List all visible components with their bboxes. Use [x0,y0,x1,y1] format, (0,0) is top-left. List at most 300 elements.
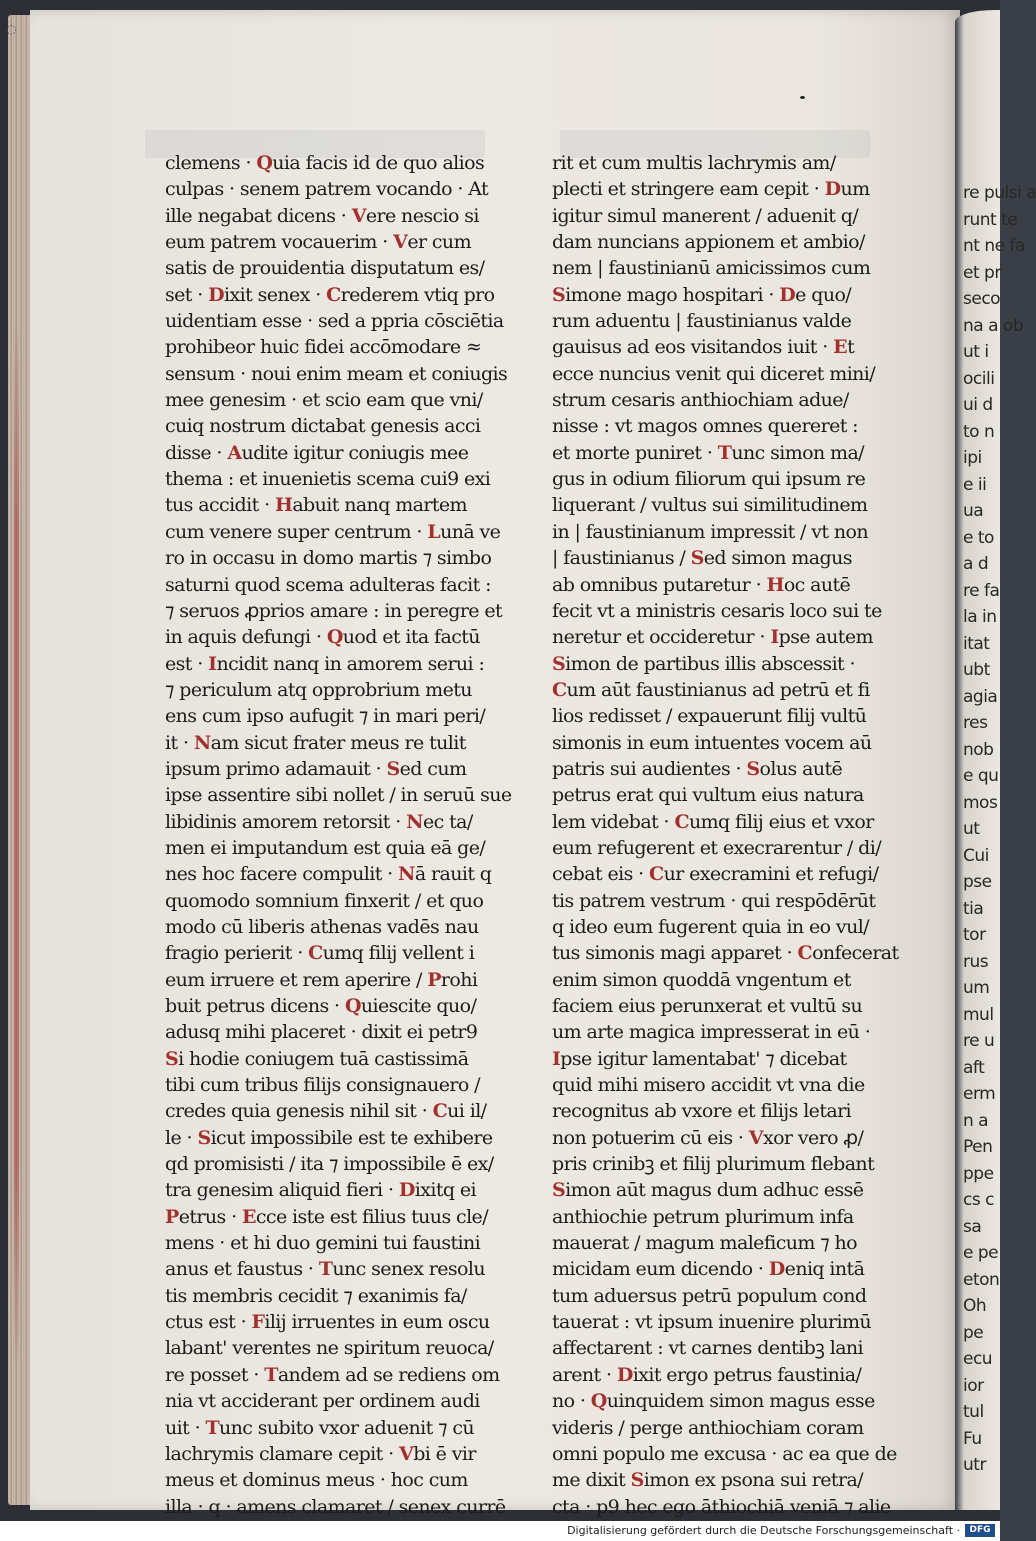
text-segment: mee genesim · et scio eam que vni/ [165,389,483,412]
text-line [165,492,485,518]
text-line [165,1204,488,1230]
text-segment: disse · [165,441,228,464]
text-segment: mens · et hi duo gemini tui faustini [165,1232,481,1255]
text-segment: adusq mihi placeret · dixit ei petr9 [165,1021,478,1044]
rubricated-initial: C [674,810,689,833]
text-segment: lachrymis clamare cepit · [165,1442,400,1465]
text-line [552,466,880,492]
text-line [165,176,489,202]
text-segment: ipse assentire sibi nollet / in seruū sue [165,784,512,807]
rubricated-initial: Q [256,152,273,174]
text-segment: ixitq ei [414,1179,476,1202]
facing-page-line: runt te [963,209,1018,230]
text-segment: uinquidem simon magus esse [606,1390,875,1413]
rubricated-initial: C [552,678,567,701]
facing-page-line: res [963,713,988,733]
ring-icon: ◌ [6,22,17,36]
rubricated-initial: Q [344,995,361,1017]
text-line [165,255,485,281]
text-segment: illa · q · amens clamaret / senex currē [165,1495,506,1518]
text-line [165,1494,506,1520]
text-segment: ipsum primo adamauit · [165,757,387,780]
text-segment: cum venere super centrum · [165,520,428,543]
text-segment: clemens [165,152,241,174]
footer-credit: Digitalisierung gefördert durch die Deutsche Forschungsgemeinschaft · [567,1524,960,1537]
text-line [165,545,492,571]
facing-page-line: ecu [963,1349,993,1369]
text-segment: etrus · [178,1205,242,1228]
rubricated-initial: S [552,283,566,306]
text-segment: rohi [440,968,478,991]
text-segment: ab omnibus putaretur · [552,573,767,596]
text-segment: am sicut frater meus re tulit [210,731,466,754]
text-segment: uit · [165,1416,206,1439]
text-line [165,835,485,861]
facing-page-line: utr [963,1455,986,1475]
text-segment: imone mago hospitari · [565,283,780,306]
text-segment: et morte puniret · [552,441,718,464]
rubricated-initial: C [797,942,813,965]
facing-page [955,10,1036,1510]
text-segment: micidam eum dicendo · [552,1258,769,1281]
text-segment: culpas · senem patrem vocando · At [165,178,489,201]
facing-page-line: ior [963,1375,984,1396]
rubricated-initial: V [748,1126,763,1149]
text-line [165,150,485,176]
rubricated-initial: H [766,573,784,596]
text-segment: mauerat / magum maleficum ⁊ ho [552,1232,858,1255]
text-line [165,1046,485,1072]
text-segment: me dixit [552,1469,631,1492]
facing-page-line: tor [963,925,986,945]
facing-page-line: e pe [963,1243,999,1263]
facing-page-line: um [963,978,990,998]
facing-page-line: Pen [963,1137,993,1157]
text-line [165,940,485,966]
facing-page-line: la in [963,607,997,627]
text-segment: nia vt acciderant per ordinem audi [165,1390,480,1413]
text-line [552,1283,880,1309]
facing-page-line: ua [963,501,984,521]
text-segment: uiescite quo/ [360,995,477,1017]
text-segment: omni populo me excusa · ac ea que de [552,1442,897,1465]
facing-page-line: ipi [963,448,982,468]
text-segment: dam nuncians appionem et ambio/ [552,231,865,254]
text-line [165,466,491,492]
text-segment: plecti et stringere eam cepit · [552,178,825,201]
text-segment: imon de partibus illis abscessit · [565,652,855,675]
text-line [165,1388,485,1414]
text-segment: rederem vtiq pro [340,283,495,306]
text-line [552,1494,891,1520]
text-segment: lios redisset / expauerunt filij vultū [552,705,867,728]
text-segment: credes quia genesis nihil sit · [165,1100,433,1123]
text-line [552,1098,880,1124]
text-segment: affectarent : vt carnes dentibꝫ lani [552,1337,864,1360]
text-segment: modo cū liberis athenas vadēs nau [165,915,479,938]
facing-page-line: n a [963,1110,989,1131]
text-segment: ⁊ periculum atq opprobrium metu [165,678,472,701]
text-line [165,1256,485,1282]
text-segment: cuiq nostrum dictabat genesis acci [165,415,481,438]
rubricated-initial: S [690,547,704,570]
facing-page-line: e ii [963,474,987,495]
text-segment: ilij irruentes in eum oscu [264,1311,490,1334]
text-line [165,730,485,756]
text-segment: ⁊ seruos ꝓprios amare : in peregre et [165,599,503,622]
text-line [165,440,485,466]
text-segment: ctus est · [165,1311,252,1334]
text-column-left [165,150,512,1520]
text-segment: ro in occasu in domo martis ⁊ simbo [165,547,492,570]
rubricated-initial: L [427,520,441,543]
facing-page-line: et pr [963,262,1001,283]
text-segment: fragio perierit · [165,942,309,965]
text-segment: · [240,152,257,174]
rubricated-initial: V [351,204,366,227]
text-segment: igitur simul manerent / aduenit q/ [552,204,859,227]
text-column-right [552,150,899,1520]
facing-page-line: ut [963,819,980,839]
facing-page-line: agia [963,686,998,707]
ink-speck [800,96,805,99]
text-segment: tibi cum tribus filijs consignauero / [165,1074,480,1097]
rubricated-initial: P [427,968,441,991]
rubricated-initial: S [197,1126,211,1149]
text-line [552,1256,880,1282]
text-line [165,1177,485,1203]
text-segment: ec ta/ [422,810,473,833]
text-line [552,334,880,360]
facing-page-line: mos [963,792,998,813]
text-line [165,1415,485,1441]
text-segment: er cum [407,231,471,254]
text-segment: no · [552,1390,591,1413]
facing-page-line: ubt [963,660,990,680]
text-segment: petrus erat qui vultum eius natura [552,784,864,807]
text-segment: ncidit nanq in amorem serui : [216,652,485,675]
text-line [552,1151,880,1177]
rubricated-initial: F [251,1311,265,1334]
text-line [165,1441,485,1467]
facing-page-line: e to [963,527,994,548]
rubricated-initial: A [227,441,242,464]
text-segment: pris crinibꝫ et filij plurimum flebant [552,1153,875,1176]
rubricated-initial: I [770,626,779,649]
facing-page-text [963,180,1036,1475]
text-line [165,1125,493,1151]
text-line [552,730,880,756]
text-segment: olus autē [759,757,843,780]
text-segment: um arte magica impresserat in eū · [552,1021,871,1044]
text-segment: qd promisisti / ita ⁊ impossibile ē ex/ [165,1153,494,1176]
facing-page-line: re fa [963,580,1000,601]
text-segment: ecce nuncius venit qui diceret mini/ [552,362,876,385]
text-segment: ille negabat dicens · [165,204,352,227]
text-segment: cce iste est filius tuus cle/ [255,1205,488,1228]
rubricated-initial: E [833,336,848,359]
text-line [165,677,485,703]
text-line [165,1362,500,1388]
text-segment: satis de prouidentia disputatum es/ [165,257,485,280]
text-segment: uod et ita factū [342,626,480,649]
text-line [165,888,485,914]
text-segment: thema : et inuenietis scema cui9 exi [165,468,491,491]
text-segment: ed simon magus [703,547,852,570]
text-segment: uidentiam esse · sed a ppria cōsciētia [165,310,504,333]
text-segment: sensum · noui enim meam et coniugis [165,362,508,385]
facing-page-line: pe [963,1322,984,1343]
facing-page-line: re pulsi a [963,183,1036,203]
rubricated-initial: D [208,283,225,306]
rubricated-initial: D [779,283,796,306]
text-segment: le · [165,1126,198,1149]
rubricated-initial: C [432,1100,448,1123]
text-segment: ens cum ipso aufugit ⁊ in mari peri/ [165,705,486,728]
rubricated-initial: D [824,178,841,201]
text-line [165,413,485,439]
text-line [552,1467,880,1493]
text-segment: xor vero ꝓ/ [762,1126,864,1149]
rubricated-initial: Q [326,626,343,649]
facing-page-line: to n [963,421,995,442]
rubricated-initial: T [318,1258,333,1281]
text-segment: eum refugerent et execrarentur / di/ [552,836,881,859]
rubricated-initial: S [746,757,760,780]
text-segment: ā rauit q [414,863,492,886]
text-segment: ed cum [399,757,467,780]
text-segment: saturni quod scema adulteras facit : [165,573,491,596]
rubricated-initial: V [393,231,408,254]
text-line [165,1309,490,1335]
text-segment: patris sui audientes · [552,757,747,780]
text-line [165,624,485,650]
text-line [552,203,880,229]
text-line [552,888,880,914]
facing-page-line: Oh [963,1296,987,1316]
text-line [165,1283,485,1309]
text-segment: pse igitur lamentabat' ⁊ dicebat [560,1047,847,1070]
text-line [552,967,880,993]
text-line [165,1467,485,1493]
text-line [165,1072,485,1098]
text-segment: um [840,178,870,201]
dfg-logo: DFG [965,1524,995,1537]
text-line [165,1335,494,1361]
text-segment: rum aduentu | faustinianus valde [552,310,852,333]
text-segment: ur execramini et refugi/ [663,863,879,886]
text-segment: unc senex resolu [332,1258,485,1281]
facing-page-line: erm [963,1084,996,1104]
text-line [552,940,899,966]
text-line [552,1309,880,1335]
text-line [552,835,880,861]
text-segment: ixit ergo petrus faustinia/ [632,1363,862,1386]
text-segment: in | faustinianum impressit / vt non [552,520,869,543]
rubricated-initial: P [165,1205,179,1228]
facing-page-line: tia [963,898,984,919]
text-line [165,1151,494,1177]
text-segment: uia facis id de quo alios [272,152,485,174]
text-segment: buit petrus dicens · [165,995,345,1017]
text-line [165,519,501,545]
text-line [552,1230,880,1256]
text-segment: onfecerat [812,942,899,965]
text-segment: unc simon ma/ [731,441,864,464]
rubricated-initial: H [274,494,293,517]
facing-page-line: seco [963,289,1001,309]
text-line [165,809,485,835]
text-segment: oc autē [783,573,851,596]
text-segment: ui il/ [447,1100,487,1123]
rubricated-initial: D [768,1258,785,1281]
text-segment: icut impossibile est te exhibere [210,1126,493,1149]
text-line [165,861,492,887]
text-segment: fecit vt a ministris cesaris loco sui te [552,599,882,622]
rubricated-initial: S [552,1179,566,1202]
text-segment: quomodo somnium finxerit / et quo [165,889,484,912]
text-segment: videris / perge anthiochiam coram [552,1416,864,1439]
text-line [552,1362,880,1388]
text-line [552,782,880,808]
text-line [552,282,880,308]
text-line [552,993,880,1019]
rubricated-initial: V [399,1442,414,1465]
text-segment: tauerat : vt ipsum inuenire plurimū [552,1311,872,1334]
facing-page-line: ocili [963,368,995,389]
text-line [552,519,880,545]
text-segment: nes hoc facere compulit · [165,863,399,886]
text-line [165,1019,485,1045]
text-segment: recognitus ab vxore et filijs letari [552,1100,852,1123]
facing-page-line: aft [963,1057,985,1078]
text-line [165,993,485,1019]
facing-page-line: Fu [963,1428,982,1449]
text-line [552,1072,880,1098]
text-segment: re posset · [165,1363,265,1386]
text-line [552,308,880,334]
facing-page-line: re u [963,1031,995,1051]
text-segment: udite igitur coniugis mee [241,441,469,464]
text-segment: prohibeor huic fidei accōmodare ≈ [165,336,482,359]
text-line [165,1230,485,1256]
facing-page-line: ppe [963,1163,994,1184]
text-line [552,255,880,281]
text-line [552,1335,880,1361]
text-segment: faciem eius perunxerat et vultū su [552,995,863,1017]
text-line [552,598,880,624]
rubricated-initial: S [165,1047,179,1070]
text-segment: tis membris cecidit ⁊ exanimis fa/ [165,1284,467,1307]
text-segment: tra genesim aliquid fieri · [165,1179,399,1202]
facing-page-line: ui d [963,395,993,415]
text-segment: tus accidit · [165,494,275,517]
text-segment: simonis in eum intuentes vocem aū [552,731,872,754]
text-segment: cta · p9 hec ego āthiochiā veniā ⁊ alie [552,1495,891,1518]
rubricated-initial: C [649,863,664,886]
text-segment: eum patrem vocauerim · [165,231,394,254]
text-segment: meus et dominus meus · hoc cum [165,1469,468,1492]
text-segment: bi ē vir [413,1442,476,1465]
facing-page-line: e qu [963,766,999,786]
text-segment: umq filij eius et vxor [688,810,874,833]
rubricated-initial: S [552,652,566,675]
rubricated-initial: I [552,1047,561,1070]
rubricated-initial: N [193,731,211,754]
text-line [552,651,880,677]
text-segment: men ei imputandum est quia eā ge/ [165,836,486,859]
text-line [165,334,485,360]
text-line [165,967,485,993]
text-line [165,282,495,308]
facing-page-line: tul [963,1402,984,1422]
text-segment: lem videbat · [552,810,675,833]
text-segment: set · [165,283,209,306]
text-line [552,150,880,176]
rubricated-initial: D [616,1363,633,1386]
rubricated-initial: Q [590,1390,607,1413]
footer-bar [0,1521,1000,1541]
text-line [165,914,485,940]
text-line [552,703,880,729]
text-line [552,440,880,466]
text-line [552,1046,880,1072]
text-segment: enim simon quoddā vngentum et [552,968,851,991]
text-segment: abuit nanq martem [292,494,467,517]
text-line [552,809,880,835]
rubricated-initial: I [208,652,217,675]
rubricated-initial: E [241,1205,256,1228]
text-segment: tus simonis magi apparet · [552,942,798,965]
facing-page-line: nob [963,739,994,760]
facing-page-line: rus [963,951,989,972]
text-line [165,361,508,387]
text-line [552,1177,880,1203]
text-segment: imon aūt magus dum adhuc essē [565,1179,864,1202]
facing-page-line: Cui [963,845,989,866]
facing-page-line: pse [963,872,992,892]
facing-page-line: itat [963,633,990,654]
text-line [552,361,880,387]
facing-page-line: nt ne fa [963,236,1025,256]
text-line [552,756,880,782]
text-line [165,308,504,334]
text-line [552,572,880,598]
rubricated-initial: T [717,441,732,464]
text-line [552,1388,880,1414]
rubricated-initial: N [406,810,423,833]
text-segment: gus in odium filiorum qui ipsum re [552,468,866,491]
text-line [165,1098,485,1124]
text-segment: eum irruere et rem aperire / [165,968,428,991]
text-segment: libidinis amorem retorsit · [165,810,407,833]
text-segment: unā ve [440,520,501,543]
text-segment: q ideo eum fugerent quia in eo vul/ [552,915,869,938]
text-segment: ixit senex · [224,283,327,306]
text-segment: it · [165,731,194,754]
rubricated-initial: D [398,1179,415,1202]
text-segment: nem | faustinianū amicissimos cum [552,257,871,280]
text-line [552,176,880,202]
rubricated-initial: S [630,1469,644,1492]
text-line [552,1204,880,1230]
text-line [552,492,880,518]
text-segment: umq filij vellent i [322,942,475,965]
text-line [165,387,485,413]
text-line [552,545,880,571]
text-segment: arent · [552,1363,617,1386]
rubricated-initial: C [326,283,341,306]
